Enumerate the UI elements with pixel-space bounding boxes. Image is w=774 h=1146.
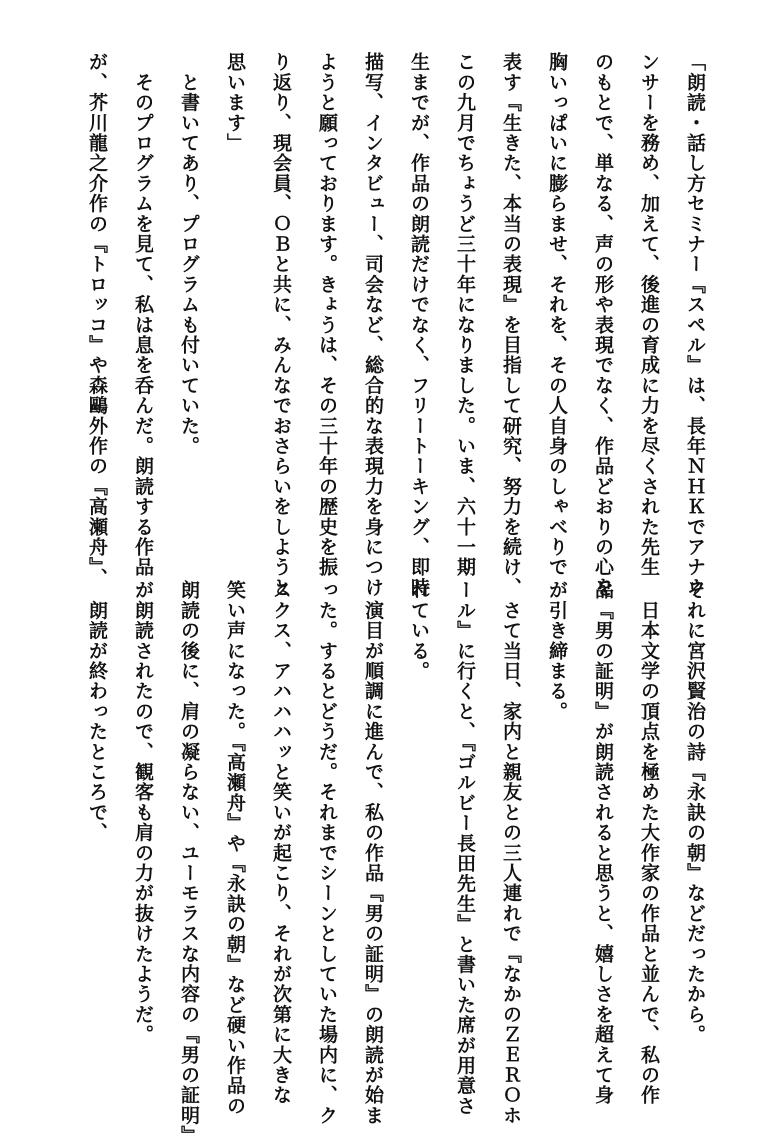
text-column: 「朗読・話し方セミナー『スペル』は、長年ＮＨＫでアナウ bbox=[684, 52, 706, 598]
text-column: り返り、現会員、ＯＢと共に、みんなでおさらいをしようと bbox=[270, 52, 292, 598]
text-column: ール』に行くと、『ゴルビー長田先生』と書いた席が用意さ bbox=[454, 580, 476, 1116]
text-column: ようと願っております。きょうは、その三十年の歴史を振 bbox=[316, 52, 338, 578]
text-column: 朗読の後に、肩の凝らない、ユーモラスな内容の『男の証明』 bbox=[178, 580, 200, 1146]
text-column: 日本文学の頂点を極めた大作家の作品と並んで、私の作 bbox=[638, 580, 660, 1106]
text-column: 品『男の証明』が朗読されると思うと、嬉しさを超えて身 bbox=[592, 580, 614, 1106]
text-column: ンサーを務め、加えて、後進の育成に力を尽くされた先生 bbox=[638, 52, 660, 578]
text-column: れている。 bbox=[408, 580, 430, 681]
text-column: が朗読されたので、観客も肩の力が抜けたようだ。 bbox=[132, 580, 154, 1045]
text-column: った。するとどうだ。それまでシーンとしていた場内に、ク bbox=[316, 580, 338, 1126]
text-column: この九月でちょうど三十年になりました。いま、六十一期 bbox=[454, 52, 476, 578]
text-column: それに宮沢賢治の詩『永訣の朝』などだったから。 bbox=[684, 580, 706, 1045]
text-column: 描写、インタビュー、司会など、総合的な表現力を身につけ bbox=[362, 52, 384, 598]
text-column: が、芥川龍之介作の『トロッコ』や森鷗外作の『高瀬舟』、 bbox=[86, 52, 108, 588]
text-column: 朗読が終わったところで、 bbox=[86, 580, 108, 843]
text-column: 生までが、作品の朗読だけでなく、フリートーキング、即時 bbox=[408, 52, 430, 598]
text-column: と書いてあり、プログラムも付いていた。 bbox=[178, 52, 200, 456]
text-column: そのプログラムを見て、私は息を呑んだ。朗読する作品 bbox=[132, 52, 154, 578]
text-column: 表す『生きた、本当の表現』を目指して研究、努力を続け、 bbox=[500, 52, 522, 598]
text-column: 演目が順調に進んで、私の作品『男の証明』の朗読が始ま bbox=[362, 580, 384, 1126]
text-column: 胸いっぱいに膨らませ、それを、その人自身のしゃべりで bbox=[546, 52, 568, 578]
text-column: さて当日、家内と親友との三人連れで『なかのＺＥＲＯホ bbox=[500, 580, 522, 1126]
text-column: 笑い声になった。『高瀬舟』や『永訣の朝』など硬い作品の bbox=[224, 580, 246, 1116]
text-column: スクス、アハハハッと笑いが起こり、それが次第に大きな bbox=[270, 580, 292, 1106]
text-column: のもとで、単なる、声の形や表現でなく、作品どおりの心を bbox=[592, 52, 614, 598]
text-column: 思います」 bbox=[224, 52, 246, 153]
text-column: が引き締まる。 bbox=[546, 580, 568, 722]
